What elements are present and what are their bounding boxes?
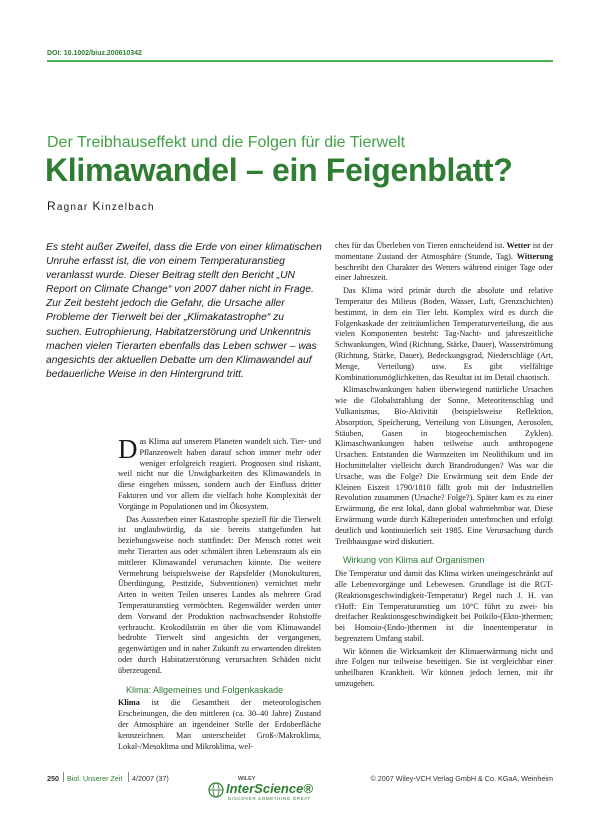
paragraph: Wir können die Wirksamkeit der Klimaerwärmung nicht und ihre Folgen nur teilweise beseitigen. Sie ist vergleichbar einer unheilbaren Krankheit. Wir können jedoch lernen, mit ihr umzugehen.: [335, 646, 553, 689]
doi-label: DOI: 10.1002/biuz.200610342: [47, 50, 142, 57]
logo-tagline: DISCOVER SOMETHING GREAT: [228, 796, 311, 801]
logo-name: InterScience®: [226, 781, 313, 796]
author-name: Ragnar Kinzelbach: [47, 199, 155, 213]
footer-divider: [63, 772, 64, 782]
article-title: Klimawandel – ein Feigenblatt?: [45, 152, 513, 188]
abstract: Es steht außer Zweifel, dass die Erde von einer klimatischen Unruhe erfasst ist, die von einem Temperaturanstieg veranlasst wurde. Dieser Beitrag stellt den Bericht „UN Report on Climate Change“ von 2007 daher nicht in Frage. Zur Zeit besteht jedoch die Gefahr, die Ursache aller Probleme der Tierwelt bei der „Klimakatastrophe“ zu suchen. Eutrophierung, Habitatzerstörung und Unkenntnis machen vielen Tierarten ebenfalls das Leben schwer – was angesichts der aktuellen Debatte um den Klimawandel auf bedauerliche Weise in den Hintergrund tritt.: [46, 242, 322, 380]
paragraph: Das Klima wird primär durch die absolute und relative Temperatur des Milieus (Boden, Wasser, Luft, Grenzschichten) bestimmt, in dem ein Tier lebt. Komplex wird es durch die Folgenkaskade der zeiträumlichen Temperaturverteilung, die aus vielen Komponenten besteht: Tag-Nacht- und jahreszeitliche Schwankungen, Wind (Richtung, Stärke, Dauer), Wasserströmung (Richtung, Stärke, Dauer), Bedeckungsgrad, Niederschläge (Art, Menge, Verteilung) usw. Es gibt vielfältige Kombinationsmöglichkeiten, das Resultat ist im Detail chaotisch.: [335, 286, 553, 382]
paragraph: Die Temperatur und damit das Klima wirken uneingeschränkt auf alle Lebensvorgänge und Lebewesen. Grundlage ist die RGT- (Reaktionsgeschwindigkeit-Temperatur) Regel nach J. H. van t'Hoff: Ein Temperaturanstieg um 10°C führt zu zwei- bis dreifacher Reaktionsgeschwindigkeit bei Poikilo-(Ekto-)thermen; bei Homoio-(Endo-)thermen ist die Innentemperatur in begrenztem Umfang stabil.: [335, 569, 553, 643]
globe-icon: [208, 782, 224, 798]
paragraph: Das Aussterben einer Katastrophe speziell für die Tierwelt ist unglaubwürdig, da sie bereits stattgefunden hat beziehungsweise noch stattfindet: Der Mensch rottet weit mehr Tierarten aus oder schmälert ihren Lebensraum als ein mittlerer Klimawandel verursachen könnte. Die weitere Vermehrung beispielsweise der Rapsfelder (Monokulturen, Überdüngung, Pestizide, Subventionen) vernichtet mehr Arten in weiten Teilen unseres Landes als mehrere Grad Temperaturanstieg vermöchten. Regenwälder werden unter dem Vorwand der Produktion nachwachsender Rohstoffe verbraucht. Krokodilsträn en über die vom Klimawandel bedrohte Tierwelt sind angesichts der vergangenen, gegenwärtigen und in naher Zukunft zu erwartenden direkten oder durch Habitatzerstörung verursachten Schäden nicht überzeugend.: [118, 514, 321, 675]
journal-name: Biol. Unserer Zeit: [67, 774, 123, 783]
paragraph: ches für das Überleben von Tieren entscheidend ist. Wetter ist der momentane Zustand der Atmosphäre (Stunde, Tag). Witterung beschreibt den Charakter des Wetters während einiger Tage oder einer Jahreszeit.: [335, 241, 553, 283]
drop-cap: D: [118, 434, 138, 464]
header-rule: [47, 60, 553, 62]
paragraph: Klimaschwankungen haben überwiegend natürliche Ursachen wie die Globalstrahlung der Sonne, Meteoritenschlag und Vulkanismus, Bio-Aktivität (beispielsweise Reflektion, Absorption, Speicherung, Verteilung von Lösungen, Aerosolen, Stäuben, Gasen in biogeochemischen Zyklen). Klimaschwankungen haben teilweise auch anthropogene Ursachen. Entstanden die Warmzeiten im Neolithikum und im Hochmittelalter vielleicht durch Brandrodungen? Was war die Ursache, was die Folge? Die Erwärmung seit dem Ende der Kleinen Eiszeit 1790/1810 fällt grob mit der Industriellen Revolution zusammen (Ursache? Folge?). Später kam es zu einer Erwärmung, die erst lokal, dann global wahrnehmbar war. Diese Erwärmung wurde durch Kälteperioden unterbrochen und erfolgt deutlich und kontinuierlich seit 1985. Eine Verursachung durch Treibhausgase wird diskutiert.: [335, 385, 553, 546]
section-heading: Klima: Allgemeines und Folgenkaskade: [126, 684, 284, 695]
paragraph: Das Klima auf unserem Planeten wandelt sich. Tier- und Pflanzenwelt haben darauf schon immer mehr oder weniger erfolgreich reagiert. Prognosen sind riskant, weil nicht nur die Unwägbarkeiten des Klimawandels in diese eingehen müssen, sondern auch der Einfluss dritter Faktoren und vor allem die vielfach hohe Komplexität der Vorgänge in Populationen und im Ökosystem.: [118, 434, 321, 511]
body-column-right: [335, 241, 553, 692]
paragraph: Klima ist die Gesamtheit der meteorologischen Erscheinungen, die den mittleren (ca. 30–40 Jahre) Zustand der Atmosphäre an irgendeiner Stelle der Erdoberfläche kennzeichnen. Man unterscheidet Groß-/Makroklima, Lokal-/Mesoklima und Mikroklima, wel-: [118, 698, 321, 751]
copyright: © 2007 Wiley-VCH Verlag GmbH & Co. KGaA, Weinheim: [370, 774, 553, 783]
page-number: 250: [47, 774, 59, 783]
issue-number: 4/2007 (37): [132, 774, 169, 783]
footer-divider: [128, 772, 129, 782]
section-heading: Wirkung von Klima auf Organismen: [343, 555, 485, 566]
interscience-logo: [208, 776, 326, 803]
logo-wiley: WILEY: [238, 776, 256, 782]
article-subtitle: Der Treibhauseffekt und die Folgen für die Tierwelt: [47, 134, 406, 151]
body-column-left: [118, 434, 321, 754]
